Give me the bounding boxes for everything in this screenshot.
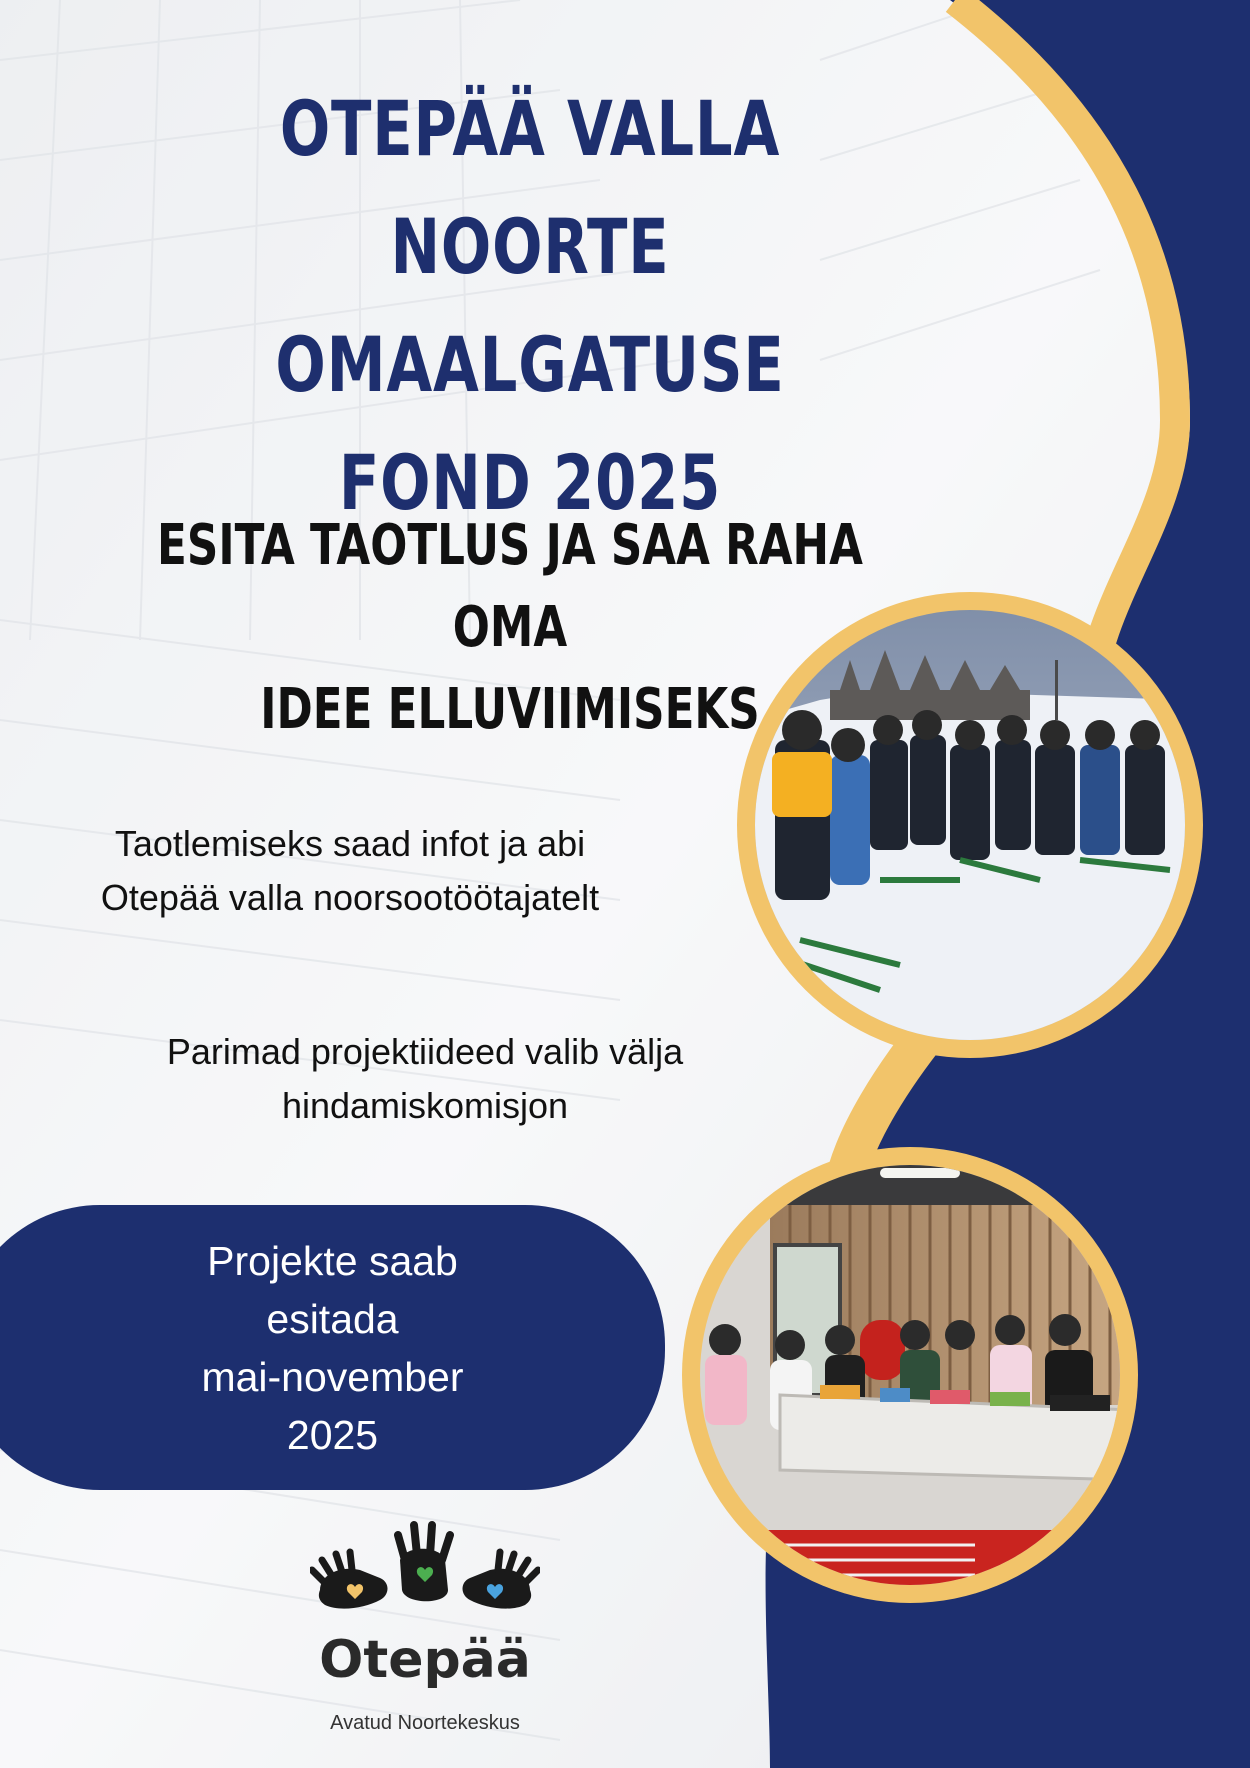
deadline-line-4: 2025 [286,1411,379,1458]
info-commission-line-2: hindamiskomisjon [281,1085,569,1126]
info-text-commission [80,1025,770,1133]
logo-name: Otepää [319,1630,531,1690]
deadline-line-2: esitada [266,1295,399,1342]
title-line-1: OTEPÄÄ VALLA [279,84,781,173]
subtitle [40,505,980,751]
main-title [60,70,1000,542]
title-line-3: FOND 2025 [338,438,722,527]
deadline-badge [0,1205,665,1490]
subtitle-line-1: ESITA TAOTLUS JA SAA RAHA OMA [157,513,863,660]
info-commission-line-1: Parimad projektiideed valib välja [166,1031,684,1072]
info-support-line-2: Otepää valla noorsootöötajatelt [100,877,600,918]
info-text-support [20,817,680,925]
title-line-2: NOORTE OMAALGATUSE [275,202,785,409]
deadline-line-3: mai-november [201,1353,464,1400]
deadline-line-1: Projekte saab [207,1237,458,1284]
hands-icon [310,1520,540,1640]
subtitle-line-2: IDEE ELLUVIIMISEKS [260,677,760,742]
logo-tagline: Avatud Noortekeskus [330,1712,520,1734]
info-support-line-1: Taotlemiseks saad infot ja abi [114,823,586,864]
